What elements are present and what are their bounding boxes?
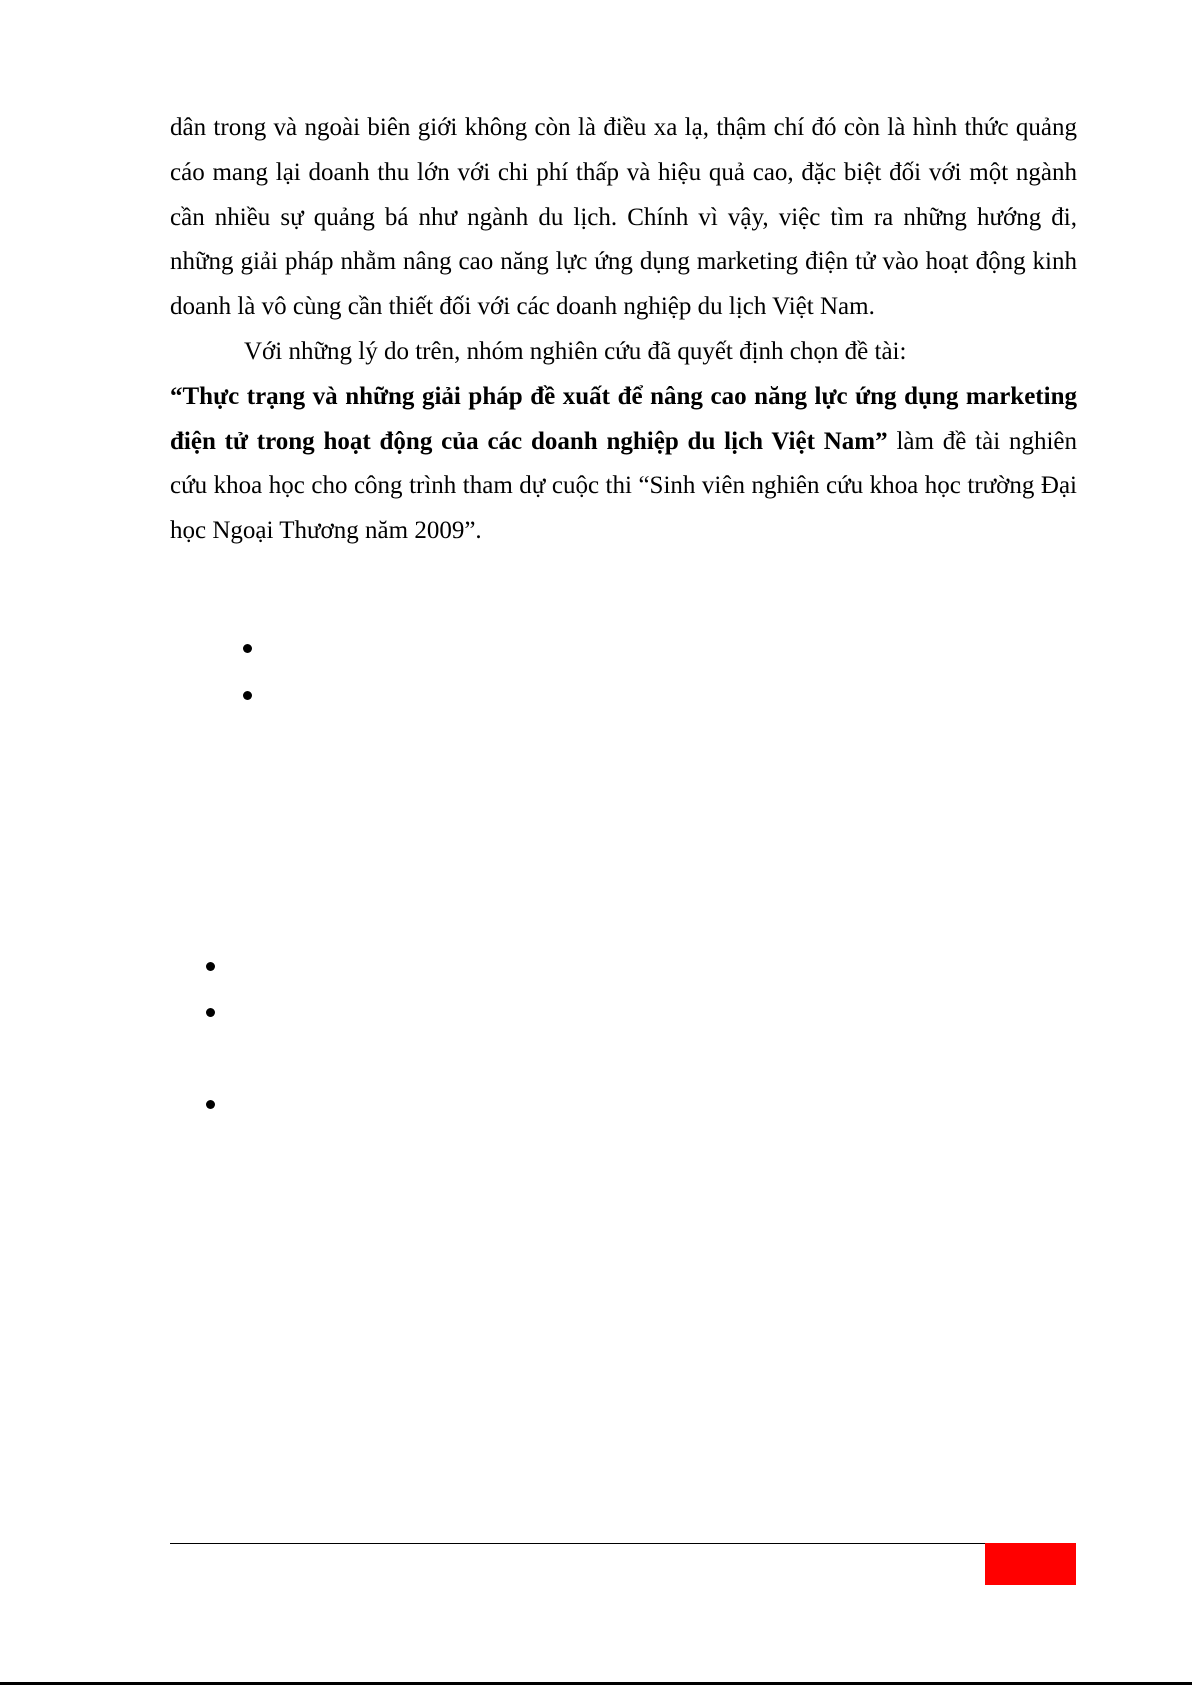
bullet-marker [206,1100,215,1109]
paragraph-context: dân trong và ngoài biên giới không còn là điều xa lạ, thậm chí đó còn là hình thức quảng cáo mang lại doanh thu lớn với chi phí thấp và hiệu quả cao, đặc biệt đối với một ngành cần nhiều sự quảng bá như ngành du lịch. Chính vì vậy, việc tìm ra những hướng đi, những giải pháp nhằm nâng cao năng lực ứng dụng marketing điện tử vào hoạt động kinh doanh là vô cùng cần thiết đối với các doanh nghiệp du lịch Việt Nam. [170,114,1077,321]
document-body [170,106,1077,554]
paragraph-reason: Với những lý do trên, nhóm nghiên cứu đã quyết định chọn đề tài: [244,337,907,365]
bullet-marker [206,1008,215,1017]
bullet-marker [243,691,252,700]
paragraph-topic [170,375,1077,554]
topic-description: làm đề tài nghiên cứu khoa học cho công trình tham dự cuộc thi “Sinh viên nghiên cứu khoa học trường Đại học Ngoại Thương năm 2009”. [170,427,1077,545]
bullet-marker [243,644,252,653]
bullet-marker [206,962,215,971]
topic-title: “Thực trạng và những giải pháp đề xuất để nâng cao năng lực ứng dụng marketing điện tử trong hoạt động của các doanh nghiệp du lịch Việt Nam” [170,382,1077,455]
page-number-box [985,1543,1076,1585]
footer-divider [170,1543,985,1544]
